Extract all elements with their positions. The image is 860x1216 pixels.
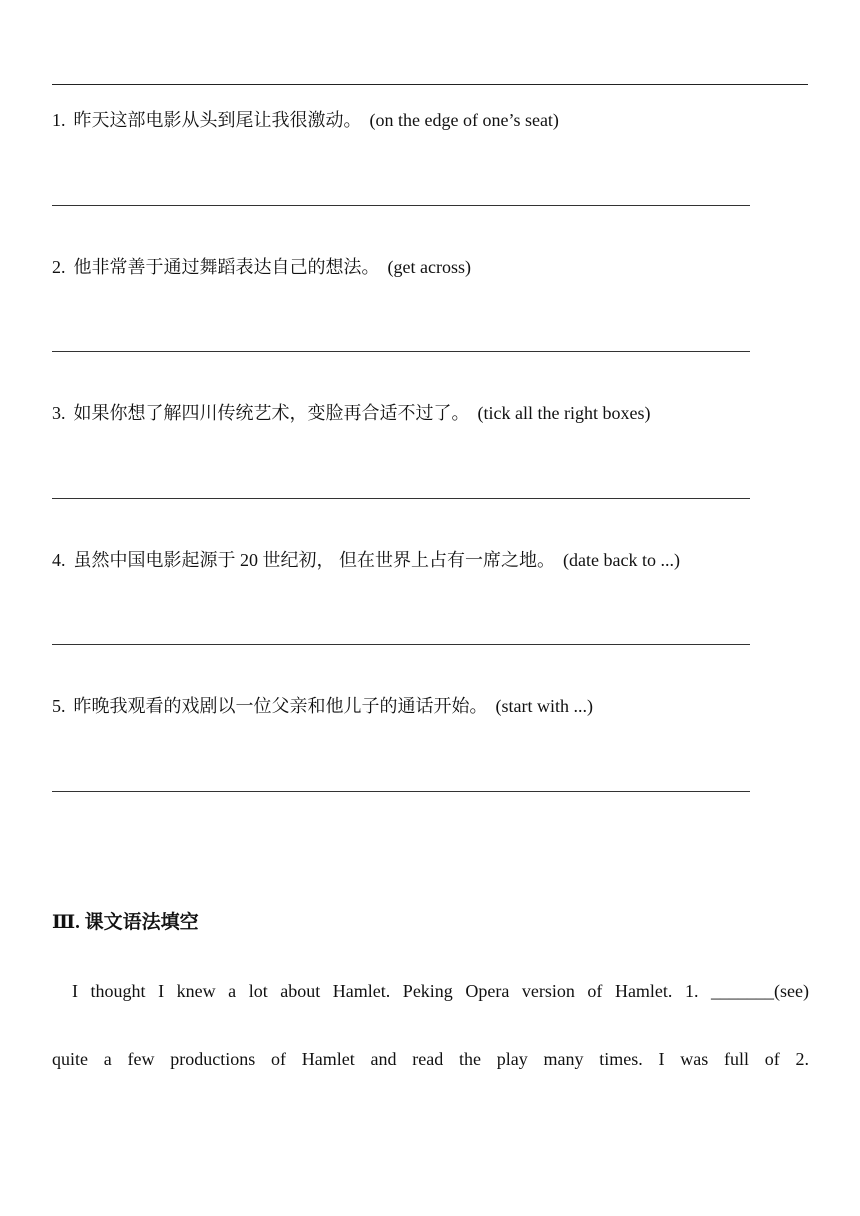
question-3 xyxy=(52,401,650,425)
question-prompt: 昨晚我观看的戏剧以一位父亲和他儿子的通话开始。 xyxy=(73,696,488,716)
passage-line-1: I thought I knew a lot about Hamlet. Peking Opera version of Hamlet. 1. _______(see) xyxy=(72,981,809,1001)
question-prompt: 虽然中国电影起源于 20 世纪初， 但在世界上占有一席之地。 xyxy=(73,550,555,570)
question-hint: (date back to ...) xyxy=(563,550,680,570)
question-hint: (on the edge of one’s seat) xyxy=(369,110,559,130)
section-title: Ⅲ. 课文语法填空 xyxy=(52,912,199,933)
question-prompt: 昨天这部电影从头到尾让我很激动。 xyxy=(73,110,362,130)
question-hint: (get across) xyxy=(387,257,471,277)
question-number: 4. xyxy=(52,550,66,570)
answer-line-2[interactable] xyxy=(52,351,750,352)
question-number: 5. xyxy=(52,696,66,716)
question-prompt: 如果你想了解四川传统艺术，变脸再合适不过了。 xyxy=(73,403,470,423)
question-4 xyxy=(52,548,680,572)
question-hint: (tick all the right boxes) xyxy=(477,403,651,423)
passage-line-2: quite a few productions of Hamlet and read the play many times. I was full of 2. xyxy=(52,1049,809,1069)
answer-line-4[interactable] xyxy=(52,644,750,645)
question-1 xyxy=(52,108,559,132)
question-number: 1. xyxy=(52,110,66,130)
question-number: 2. xyxy=(52,257,66,277)
top-divider xyxy=(52,84,808,85)
question-number: 3. xyxy=(52,403,66,423)
question-2 xyxy=(52,255,471,279)
answer-line-1[interactable] xyxy=(52,205,750,206)
question-prompt: 他非常善于通过舞蹈表达自己的想法。 xyxy=(73,257,380,277)
answer-line-3[interactable] xyxy=(52,498,750,499)
question-5 xyxy=(52,694,593,718)
question-hint: (start with ...) xyxy=(495,696,593,716)
answer-line-5[interactable] xyxy=(52,791,750,792)
